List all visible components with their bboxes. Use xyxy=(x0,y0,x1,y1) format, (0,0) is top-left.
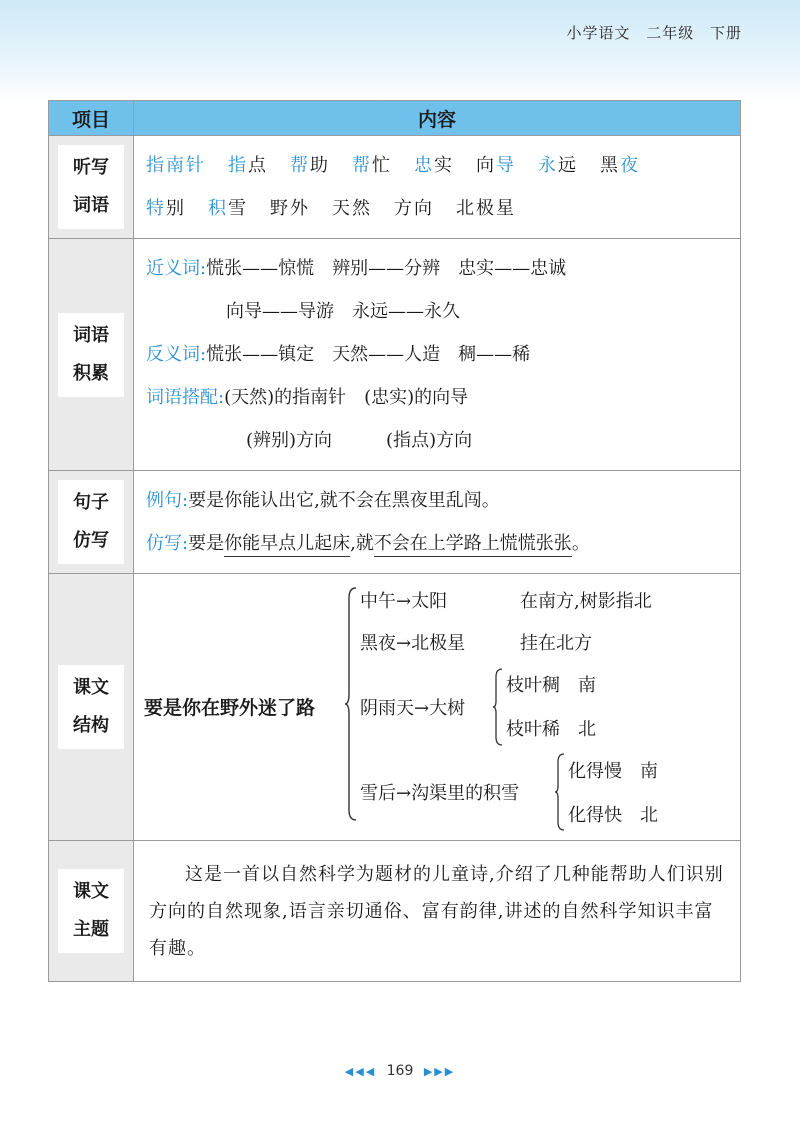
dictation-word xyxy=(208,198,248,219)
dictation-char: 方向 xyxy=(394,198,434,219)
row-label-dictation: 听写 词语 xyxy=(49,136,134,239)
dictation-char: 黑 xyxy=(600,155,620,176)
collocation-line-1: (天然)的指南针 (忠实)的向导 xyxy=(224,387,469,408)
dictation-char: 夜 xyxy=(620,155,640,176)
page-number: 169 xyxy=(386,1063,414,1079)
imitation-blank-2: 不会在上学路上慌慌张张 xyxy=(374,533,572,557)
branch-noon-desc: 在南方,树影指北 xyxy=(520,591,652,612)
header-content: 内容 xyxy=(134,101,741,136)
table-header-row xyxy=(49,101,741,136)
table-row xyxy=(49,239,741,471)
dictation-char: 向 xyxy=(476,155,496,176)
rainy-brace xyxy=(492,667,504,747)
collocation-tag: 词语搭配: xyxy=(146,387,225,408)
row-label-theme: 课文 主题 xyxy=(49,841,134,982)
dictation-char: 特 xyxy=(146,198,166,219)
dictation-char: 积 xyxy=(208,198,228,219)
rainy-dense: 枝叶稠 南 xyxy=(506,675,596,696)
dictation-word xyxy=(290,155,330,176)
dictation-char: 导 xyxy=(496,155,516,176)
table-row xyxy=(49,574,741,841)
branch-snow: 雪后→沟渠里的积雪 xyxy=(360,783,520,804)
row-label-imitation: 句子 仿写 xyxy=(49,471,134,574)
header-item: 项目 xyxy=(49,101,134,136)
dictation-char: 助 xyxy=(310,155,330,176)
table-row xyxy=(49,136,741,239)
imitation-tag: 仿写: xyxy=(146,533,189,554)
collocation-line-2: (辨别)方向 (指点)方向 xyxy=(246,430,473,451)
theme-paragraph: 这是一首以自然科学为题材的儿童诗,介绍了几种能帮助人们识别方向的自然现象,语言亲切通俗、富有韵律,讲述的自然科学知识丰富有趣。 xyxy=(149,863,724,959)
synonym-line-2: 向导——导游 永远——永久 xyxy=(226,301,460,322)
dictation-char: 北极星 xyxy=(456,198,516,219)
theme-content xyxy=(134,841,741,982)
imitation-blank-1: 你能早点儿起床 xyxy=(224,533,350,557)
branch-night-desc: 挂在北方 xyxy=(520,633,592,654)
dictation-char: 指南针 xyxy=(146,155,206,176)
dictation-char: 忙 xyxy=(372,155,392,176)
book-header-label: 小学语文 二年级 下册 xyxy=(566,24,742,42)
dictation-char: 远 xyxy=(558,155,578,176)
dictation-word xyxy=(270,198,310,219)
vocab-content xyxy=(134,239,741,471)
dictation-word xyxy=(476,155,516,176)
page-footer xyxy=(0,1063,800,1079)
synonym-line-1: 慌张——惊慌 辨别——分辨 忠实——忠诚 xyxy=(206,258,567,279)
top-gradient-band xyxy=(0,0,800,105)
imitation-content xyxy=(134,471,741,574)
snow-brace xyxy=(554,752,566,832)
dictation-word xyxy=(600,155,640,176)
imitation-part-a: 要是 xyxy=(188,533,225,554)
branch-night: 黑夜→北极星 xyxy=(360,633,466,654)
rainy-sparse: 枝叶稀 北 xyxy=(506,719,596,740)
dictation-char: 天然 xyxy=(332,198,372,219)
dictation-word xyxy=(352,155,392,176)
table-row xyxy=(49,841,741,982)
dictation-char: 永 xyxy=(538,155,558,176)
dictation-char: 点 xyxy=(248,155,268,176)
example-tag: 例句: xyxy=(146,490,189,511)
dictation-word xyxy=(538,155,578,176)
dictation-line-2 xyxy=(146,187,728,230)
dictation-line-1 xyxy=(146,144,728,187)
branch-noon: 中午→太阳 xyxy=(360,591,448,612)
dictation-word xyxy=(394,198,434,219)
dictation-word xyxy=(332,198,372,219)
dictation-char: 帮 xyxy=(290,155,310,176)
row-label-structure: 课文 结构 xyxy=(49,574,134,841)
dictation-char: 忠 xyxy=(414,155,434,176)
example-sentence: 要是你能认出它,就不会在黑夜里乱闯。 xyxy=(188,490,500,511)
dictation-word xyxy=(414,155,454,176)
summary-table xyxy=(48,100,741,982)
dictation-word xyxy=(146,155,206,176)
dictation-word xyxy=(228,155,268,176)
antonym-line: 慌张——镇定 天然——人造 稠——稀 xyxy=(206,344,531,365)
imitation-part-e: 。 xyxy=(571,533,590,554)
dictation-word xyxy=(146,198,186,219)
antonym-tag: 反义词: xyxy=(146,344,207,365)
dictation-char: 野外 xyxy=(270,198,310,219)
structure-center-title: 要是你在野外迷了路 xyxy=(144,697,316,719)
main-brace xyxy=(344,586,358,822)
dictation-char: 实 xyxy=(434,155,454,176)
snow-fast: 化得快 北 xyxy=(568,805,658,826)
dictation-char: 雪 xyxy=(228,198,248,219)
dictation-words xyxy=(134,136,741,239)
imitation-part-c: ,就 xyxy=(350,533,374,554)
synonym-tag: 近义词: xyxy=(146,258,207,279)
dictation-char: 指 xyxy=(228,155,248,176)
row-label-vocab: 词语 积累 xyxy=(49,239,134,471)
dictation-char: 别 xyxy=(166,198,186,219)
snow-slow: 化得慢 南 xyxy=(568,761,658,782)
prev-arrows-icon: ◀◀◀ xyxy=(344,1065,377,1078)
structure-diagram xyxy=(134,574,741,841)
table-row xyxy=(49,471,741,574)
branch-rainy: 阴雨天→大树 xyxy=(360,698,466,719)
dictation-word xyxy=(456,198,516,219)
dictation-char: 帮 xyxy=(352,155,372,176)
next-arrows-icon: ▶▶▶ xyxy=(423,1065,456,1078)
